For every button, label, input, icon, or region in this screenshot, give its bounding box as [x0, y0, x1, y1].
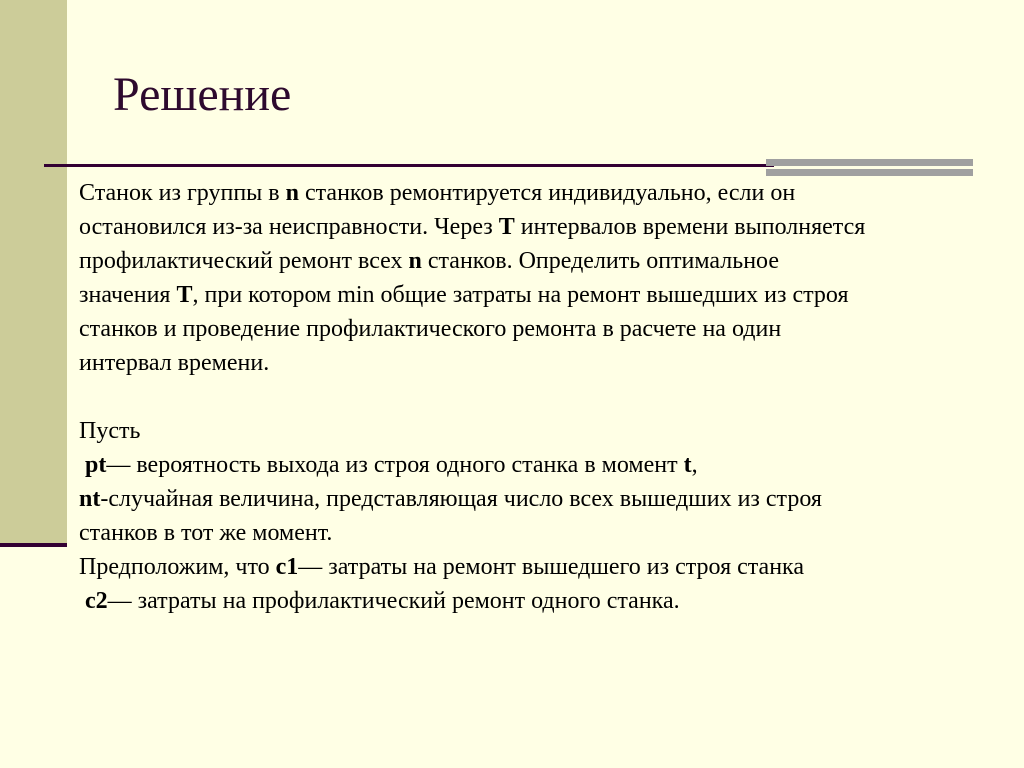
slide-title: Решение: [113, 68, 292, 121]
paragraph-line-6: интервал времени.: [79, 350, 270, 376]
paragraph-line-5: станков и проведение профилактического ремонта в расчете на один: [79, 316, 782, 342]
title-divider-accent-bottom: [766, 169, 973, 176]
paragraph-line-1: Станок из группы в n станков ремонтируется индивидуально, если он: [79, 180, 796, 206]
let-label: Пусть: [79, 418, 141, 444]
left-decorative-bar: [0, 0, 67, 545]
definition-c2: c2— затраты на профилактический ремонт одного станка.: [85, 588, 680, 614]
title-divider: [44, 164, 774, 167]
left-accent-line: [0, 543, 67, 547]
definition-nt-continued: станков в тот же момент.: [79, 520, 333, 546]
paragraph-line-4: значения T, при котором min общие затраты на ремонт вышедших из строя: [79, 282, 849, 308]
spacer: [79, 380, 1019, 414]
definition-pt: pt— вероятность выхода из строя одного станка в момент t,: [85, 452, 698, 478]
title-divider-accent-top: [766, 159, 973, 166]
definition-nt: nt-случайная величина, представляющая число всех вышедших из строя: [79, 486, 822, 512]
paragraph-line-3: профилактический ремонт всех n станков. Определить оптимальное: [79, 248, 779, 274]
paragraph-line-2: остановился из-за неисправности. Через T интервалов времени выполняется: [79, 214, 866, 240]
definition-c1: Предположим, что c1— затраты на ремонт вышедшего из строя станка: [79, 554, 804, 580]
slide-body: [79, 176, 1019, 618]
